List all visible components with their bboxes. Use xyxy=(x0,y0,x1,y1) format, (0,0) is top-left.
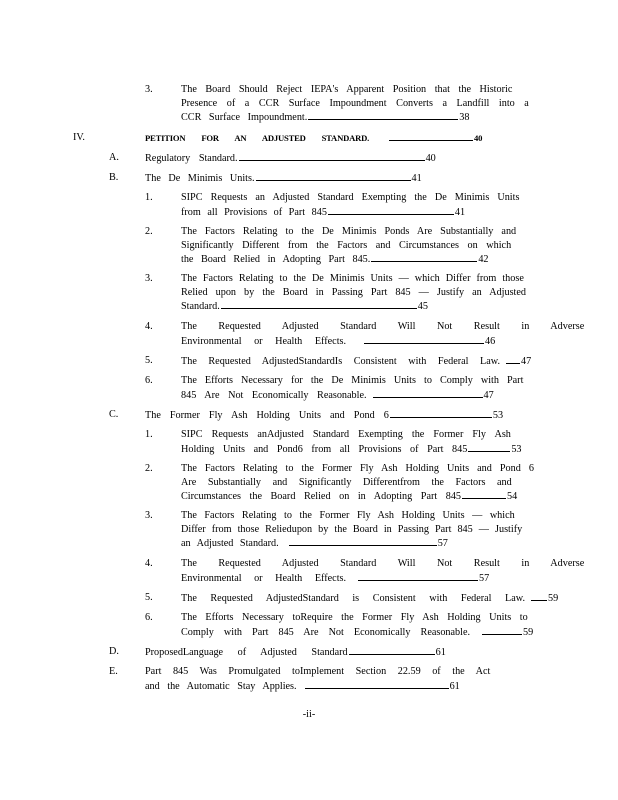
toc-item-number: 2. xyxy=(145,463,153,474)
toc-line: The Requested Adjusted Standard Will Not Result in Adverse xyxy=(181,558,585,569)
dot-leader xyxy=(531,591,547,601)
toc-item-text xyxy=(181,354,532,369)
toc-item-text xyxy=(181,191,526,219)
toc-item-number: 2. xyxy=(145,226,153,237)
toc-line: The Efforts Necessary toRequire the Former Fly Ash Holding Units to xyxy=(181,612,528,623)
toc-item-text xyxy=(181,557,585,585)
toc-line: SIPC Requests anAdjusted Standard Exempting the Former Fly Ash xyxy=(181,429,511,440)
subsection-letter: A. xyxy=(109,152,119,163)
page-number: 59 xyxy=(548,593,559,604)
toc-line-last: The Requested AdjustedStandard is Consistent with Federal Law. 59 xyxy=(181,593,559,604)
toc-item-number: 6. xyxy=(145,612,153,623)
toc-line-last: Holding Units and Pond6 from all Provisions of Part 845 53 xyxy=(181,443,522,455)
toc-item-text xyxy=(181,591,559,606)
dot-leader xyxy=(256,171,411,181)
dot-leader xyxy=(373,388,483,398)
toc-line: Differ from those Reliedupon by the Board in Passing Part 845 — Justify xyxy=(181,523,523,535)
toc-item-number: 1. xyxy=(145,192,153,203)
page-number: 41 xyxy=(454,206,466,218)
page-number: 40 xyxy=(474,133,483,143)
toc-line: The Factors Relating to the De Minimis Units — which Differ from those xyxy=(181,273,524,284)
toc-item-number: 4. xyxy=(145,558,153,569)
dot-leader xyxy=(328,205,454,215)
toc-item-text xyxy=(181,611,534,639)
dot-leader xyxy=(390,408,492,418)
toc-item-number: 3. xyxy=(145,84,153,95)
dot-leader xyxy=(358,571,478,581)
toc-line: Presence of a CCR Surface Impoundment Converts a Landfill into a xyxy=(181,97,529,109)
toc-line-last: 845 Are Not Economically Reasonable. 47 xyxy=(181,389,494,401)
dot-leader xyxy=(506,354,520,364)
dot-leader xyxy=(468,442,510,452)
dot-leader xyxy=(221,299,417,309)
toc-item-text xyxy=(181,462,534,504)
toc-line-last: Environmental or Health Effects. 57 xyxy=(181,572,490,584)
page-number: 41 xyxy=(411,173,422,184)
page-number: 61 xyxy=(435,647,446,658)
toc-line: Relied upon by the Board in Passing Part 845 — Justify an Adjusted xyxy=(181,286,527,298)
toc-line-last: Environmental or Health Effects. 46 xyxy=(181,335,496,347)
toc-line: SIPC Requests an Adjusted Standard Exempting the De Minimis Units xyxy=(181,192,520,203)
toc-line-last: CCR Surface Impoundment. 38 xyxy=(181,112,470,124)
toc-line: The Requested Adjusted Standard Will Not Result in Adverse xyxy=(181,321,585,332)
subsection-letter: C. xyxy=(109,409,119,420)
subsection-title: The Former Fly Ash Holding Units and Pond 6 53 xyxy=(145,410,504,421)
toc-item-number: 6. xyxy=(145,375,153,386)
dot-leader xyxy=(389,131,473,141)
page-number: 45 xyxy=(417,301,428,313)
page-number: 40 xyxy=(425,153,436,164)
toc-line: The Factors Relating to the De Minimis Ponds Are Substantially and xyxy=(181,226,517,237)
dot-leader xyxy=(371,252,477,262)
section-number: IV. xyxy=(73,132,85,143)
dot-leader xyxy=(482,625,522,635)
toc-line: Part 845 Was Promulgated toImplement Section 22.59 of the Act xyxy=(145,666,491,677)
toc-item-text xyxy=(181,83,529,125)
page-number: 61 xyxy=(449,680,460,692)
page-number: 46 xyxy=(485,335,496,347)
toc-line-last: and the Automatic Stay Applies. 61 xyxy=(145,680,460,692)
toc-line-last: Comply with Part 845 Are Not Economically Reasonable. 59 xyxy=(181,626,534,638)
dot-leader xyxy=(462,489,506,499)
page-number: 54 xyxy=(507,491,518,503)
dot-leader xyxy=(349,645,435,655)
dot-leader xyxy=(308,110,458,120)
toc-item-text xyxy=(181,320,585,348)
subsection-title: Regulatory Standard. 40 xyxy=(145,153,436,164)
toc-item-text xyxy=(181,225,526,267)
page-footer-number: -ii- xyxy=(302,709,316,720)
toc-item-text xyxy=(181,374,526,402)
toc-item-text xyxy=(181,272,526,314)
subsection-letter: D. xyxy=(109,646,119,657)
toc-item-text xyxy=(181,509,526,551)
subsection-title: ProposedLanguage of Adjusted Standard 61 xyxy=(145,647,446,658)
toc-line-last: from all Provisions of Part 845 41 xyxy=(181,206,466,218)
page-number: 57 xyxy=(437,538,448,550)
toc-item-number: 3. xyxy=(145,273,153,284)
page-number: 42 xyxy=(478,254,489,266)
toc-item-number: 5. xyxy=(145,592,153,603)
page-number: 53 xyxy=(492,410,504,421)
subsection-text xyxy=(145,665,525,693)
dot-leader xyxy=(364,334,484,344)
toc-item-number: 3. xyxy=(145,510,153,521)
page-number: 57 xyxy=(479,572,490,584)
toc-line: The Efforts Necessary for the De Minimis Units to Comply with Part xyxy=(181,375,524,386)
page-number: 47 xyxy=(521,356,532,367)
toc-line: The Factors Relating to the Former Fly Ash Holding Units and Pond 6 xyxy=(181,463,534,474)
toc-line: Significantly Different from the Factors and Circumstances on which xyxy=(181,239,512,251)
toc-item-number: 5. xyxy=(145,355,153,366)
page-number: 59 xyxy=(523,626,534,638)
dot-leader xyxy=(239,151,425,161)
toc-line: The Factors Relating to the Former Fly Ash Holding Units — which xyxy=(181,510,515,521)
toc-line-last: an Adjusted Standard. 57 xyxy=(181,538,448,550)
page-number: 47 xyxy=(483,389,494,401)
toc-item-text xyxy=(181,428,526,456)
toc-item-number: 4. xyxy=(145,321,153,332)
page-number: 53 xyxy=(511,443,522,455)
toc-line: Are Substantially and Significantly Differentfrom the Factors and xyxy=(181,476,512,488)
dot-leader xyxy=(305,679,449,689)
subsection-letter: E. xyxy=(109,666,118,677)
toc-line-last: the Board Relied in Adopting Part 845. 42 xyxy=(181,254,489,266)
subsection-title: The De Minimis Units. 41 xyxy=(145,173,422,184)
page-number: 38 xyxy=(459,112,470,124)
toc-line-last: Circumstances the Board Relied on in Adopting Part 845 54 xyxy=(181,491,518,503)
toc-item-number: 1. xyxy=(145,429,153,440)
subsection-letter: B. xyxy=(109,172,119,183)
toc-line-last: The Requested AdjustedStandardIs Consistent with Federal Law. 47 xyxy=(181,356,532,367)
toc-line: The Board Should Reject IEPA's Apparent Position that the Historic xyxy=(181,84,513,95)
section-title: PETITION FOR AN ADJUSTED STANDARD. 40 xyxy=(145,131,482,146)
dot-leader xyxy=(289,536,437,546)
toc-line-last: Standard. 45 xyxy=(181,301,428,313)
